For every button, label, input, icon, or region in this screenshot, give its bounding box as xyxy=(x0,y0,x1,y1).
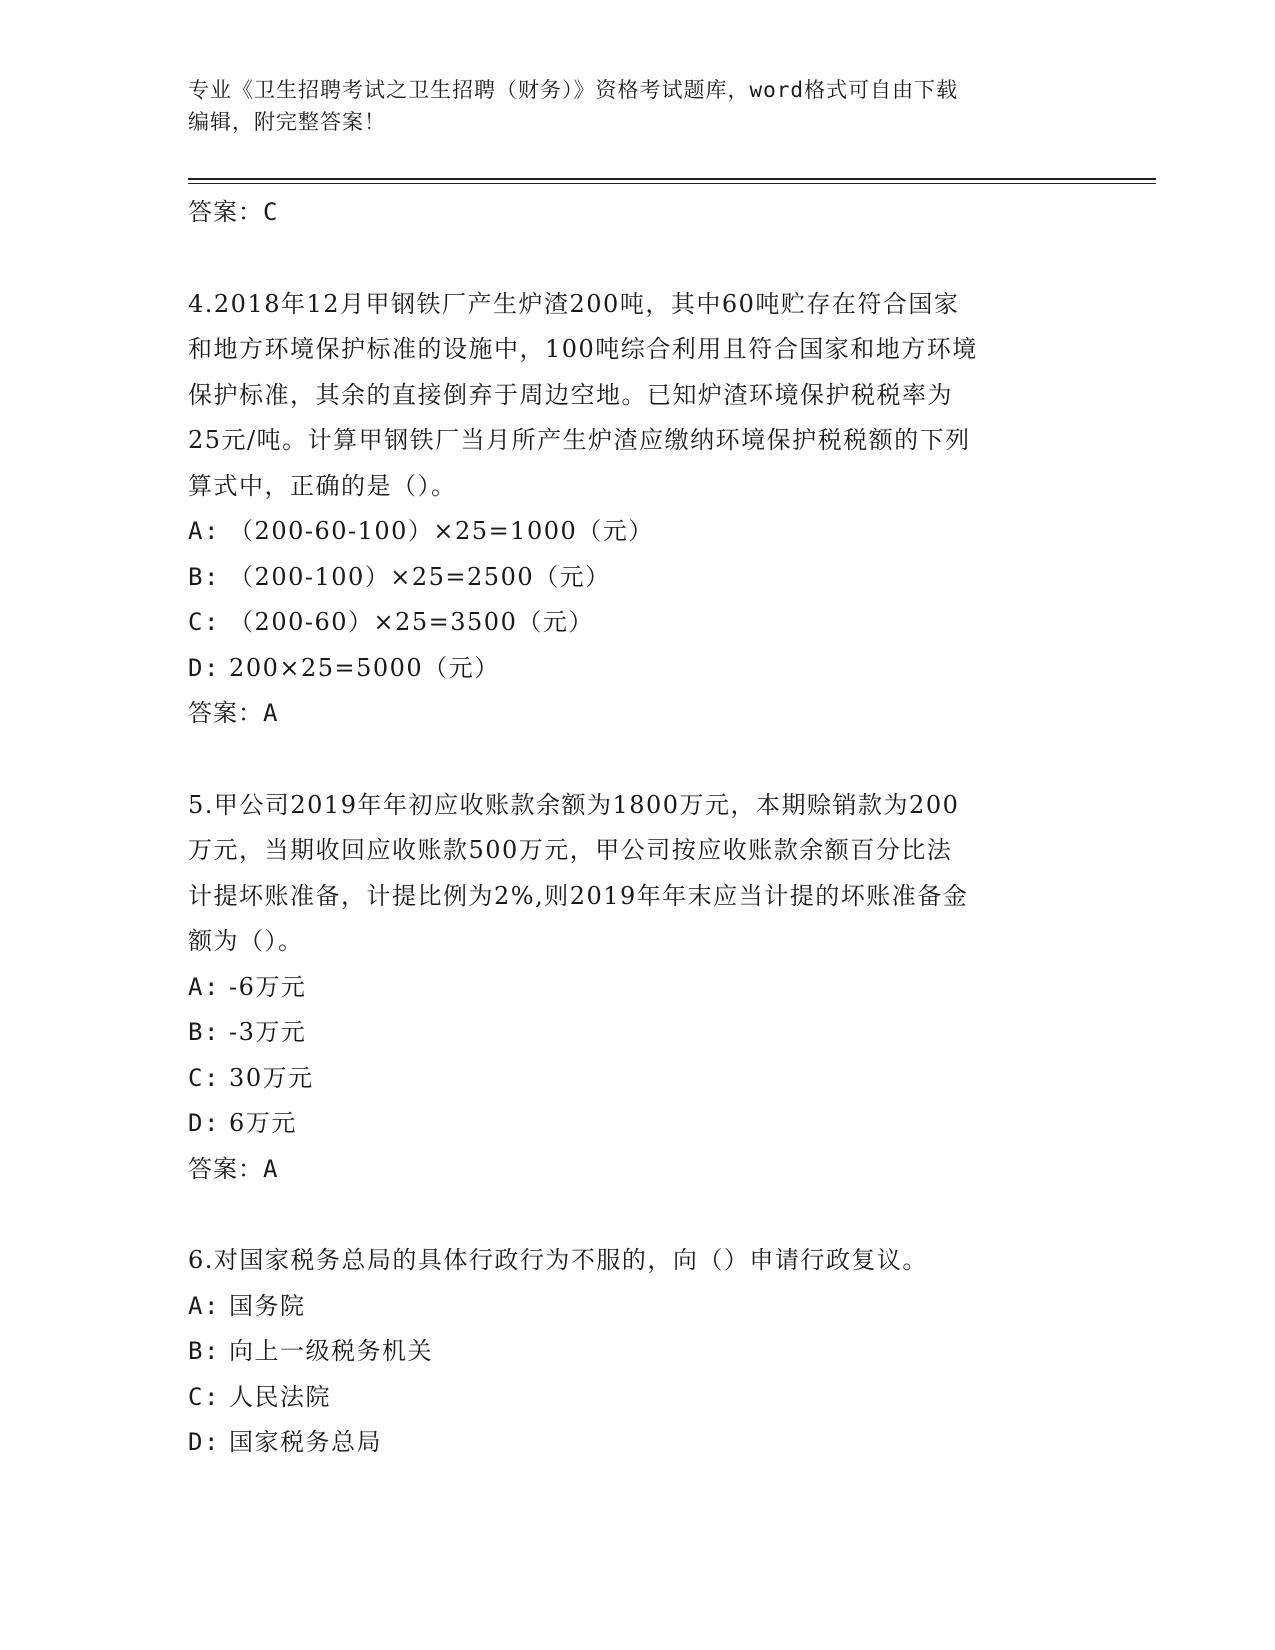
question-text-line: 5.甲公司2019年年初应收账款余额为1800万元，本期赊销款为200 xyxy=(188,790,960,819)
option-d xyxy=(188,1420,1088,1466)
document-body xyxy=(188,190,1088,1466)
option-label: A: xyxy=(188,1291,220,1320)
option-a xyxy=(188,1284,1088,1330)
question-answer: 答案：A xyxy=(188,699,279,727)
option-b xyxy=(188,1329,1088,1375)
option-text: 200×25=5000（元） xyxy=(229,653,500,682)
question-text-line: 额为（）。 xyxy=(188,927,304,955)
option-c xyxy=(188,600,1088,646)
option-label: C: xyxy=(188,608,220,636)
spacer xyxy=(188,737,1088,783)
option-a xyxy=(188,509,1088,555)
document-header xyxy=(188,74,1088,138)
option-text: 向上一级税务机关 xyxy=(229,1337,434,1365)
question-text-line: 算式中，正确的是（）。 xyxy=(188,471,457,500)
option-label: B: xyxy=(188,1018,220,1046)
option-b xyxy=(188,1010,1088,1056)
option-text: 30万元 xyxy=(229,1063,314,1092)
option-a xyxy=(188,965,1088,1011)
option-text: 人民法院 xyxy=(229,1382,332,1411)
option-text: -6万元 xyxy=(229,972,307,1001)
question-block xyxy=(188,783,1088,1193)
header-line-2: 编辑，附完整答案！ xyxy=(188,110,386,134)
question-text-line: 万元，当期收回应收账款500万元，甲公司按应收账款余额百分比法 xyxy=(188,836,953,864)
option-label: A: xyxy=(188,517,220,545)
option-text: （200-60）×25=3500（元） xyxy=(229,608,594,636)
option-c xyxy=(188,1056,1088,1102)
spacer xyxy=(188,236,1088,282)
option-text: 6万元 xyxy=(229,1109,297,1137)
option-text: 国务院 xyxy=(229,1291,306,1320)
question-block xyxy=(188,282,1088,737)
option-label: A: xyxy=(188,972,220,1001)
header-line-1: 专业《卫生招聘考试之卫生招聘（财务）》资格考试题库，word格式可自由下载 xyxy=(188,78,959,102)
option-label: C: xyxy=(188,1063,220,1092)
question-text-line: 4.2018年12月甲钢铁厂产生炉渣200吨，其中60吨贮存在符合国家 xyxy=(188,289,960,318)
question-text-line: 和地方环境保护标准的设施中，100吨综合利用且符合国家和地方环境 xyxy=(188,335,978,363)
question-text-line: 25元/吨。计算甲钢铁厂当月所产生炉渣应缴纳环境保护税税额的下列 xyxy=(188,426,971,454)
option-text: （200-100）×25=2500（元） xyxy=(229,562,611,591)
option-label: B: xyxy=(188,562,220,591)
option-label: B: xyxy=(188,1337,220,1365)
question-text-line: 计提坏账准备，计提比例为2%,则2019年年末应当计提的坏账准备金 xyxy=(188,881,969,910)
option-c xyxy=(188,1375,1088,1421)
option-label: D: xyxy=(188,653,220,682)
option-label: D: xyxy=(188,1109,220,1137)
option-d xyxy=(188,646,1088,692)
option-text: （200-60-100）×25=1000（元） xyxy=(229,517,654,545)
question-text-line: 保护标准，其余的直接倒弃于周边空地。已知炉渣环境保护税税率为 xyxy=(188,380,953,409)
spacer xyxy=(188,1192,1088,1238)
question-answer: 答案：A xyxy=(188,1154,279,1183)
option-b xyxy=(188,555,1088,601)
previous-answer: 答案：C xyxy=(188,198,279,226)
option-text: 国家税务总局 xyxy=(229,1428,383,1456)
option-label: C: xyxy=(188,1382,220,1411)
question-text-line: 6.对国家税务总局的具体行政行为不服的，向（）申请行政复议。 xyxy=(188,1246,928,1274)
header-divider-thick xyxy=(188,178,1156,180)
option-label: D: xyxy=(188,1428,220,1456)
option-text: -3万元 xyxy=(229,1018,307,1046)
option-d xyxy=(188,1101,1088,1147)
header-divider-thin xyxy=(188,183,1156,184)
question-block xyxy=(188,1238,1088,1466)
